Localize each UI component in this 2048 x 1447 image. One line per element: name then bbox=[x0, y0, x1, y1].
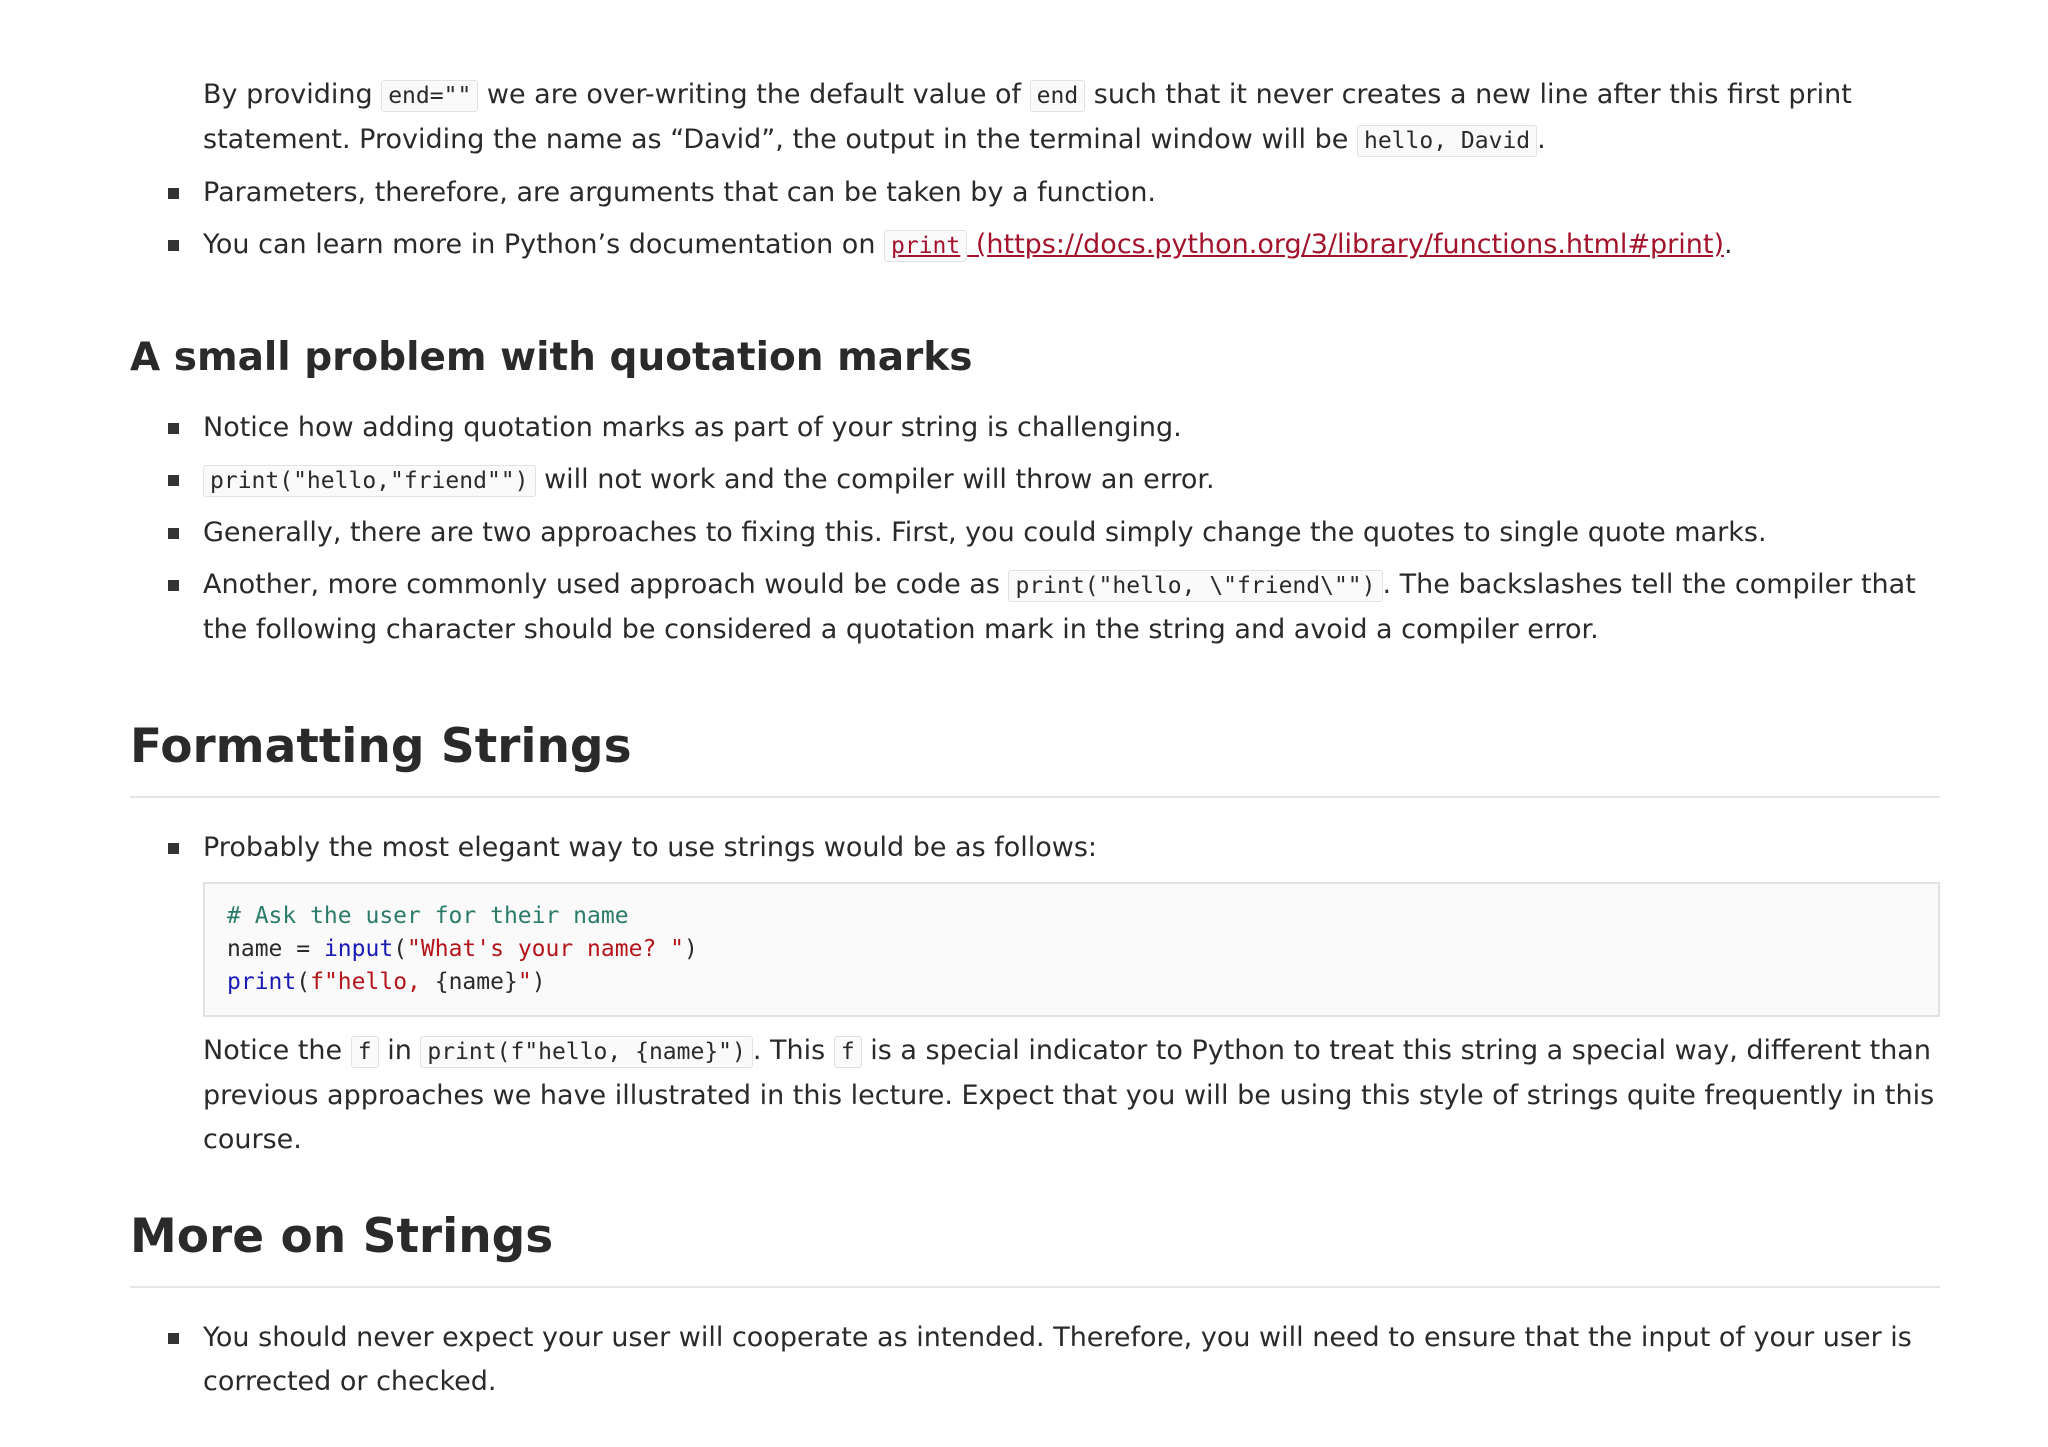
list-item bbox=[130, 511, 1940, 555]
list-item-text: . bbox=[1724, 229, 1733, 260]
inline-code: end bbox=[1030, 80, 1086, 112]
bullet-icon bbox=[168, 580, 179, 591]
inline-code: f bbox=[351, 1036, 379, 1068]
inline-code: print("hello,"friend"") bbox=[203, 465, 536, 497]
list-item bbox=[130, 826, 1940, 870]
list-item bbox=[130, 1316, 1940, 1404]
list-item bbox=[130, 171, 1940, 215]
list-item-text: Another, more commonly used approach would be code as bbox=[203, 569, 1009, 600]
text-span: we are over-writing the default value of bbox=[478, 79, 1030, 110]
inline-code: end="" bbox=[381, 80, 478, 112]
section-heading-more-on-strings: More on Strings bbox=[130, 1202, 1940, 1288]
list-item bbox=[130, 223, 1940, 268]
bullet-icon bbox=[168, 240, 179, 251]
lecture-content bbox=[130, 0, 1940, 1412]
inline-code: print bbox=[884, 230, 967, 262]
text-span: . This bbox=[752, 1035, 834, 1066]
code-block[interactable] bbox=[203, 882, 1940, 1017]
inline-code: print(f"hello, {name}") bbox=[420, 1036, 753, 1068]
code-token: {name} bbox=[434, 969, 518, 995]
inline-code: print("hello, \"friend\"") bbox=[1008, 570, 1382, 602]
code-token: ) bbox=[684, 936, 698, 962]
list-item-text: will not work and the compiler will throw an error. bbox=[535, 464, 1215, 495]
text-span: in bbox=[378, 1035, 421, 1066]
code-token: ) bbox=[531, 969, 546, 995]
intro-list bbox=[130, 171, 1940, 268]
code-string: "What's your name? " bbox=[407, 936, 684, 962]
text-span: such that it never creates a new line after this first print statement. Providing the name as “David”, the output in the terminal window will be bbox=[203, 79, 1852, 155]
code-token: ( bbox=[296, 969, 311, 995]
list-item-text: Generally, there are two approaches to fixing this. First, you could simply change the quotes to single quote marks. bbox=[203, 517, 1767, 548]
text-span: By providing bbox=[203, 79, 382, 110]
list-item bbox=[130, 563, 1940, 652]
python-docs-print-link[interactable] bbox=[884, 229, 1724, 260]
formatting-note-paragraph bbox=[203, 1029, 1940, 1162]
list-item-text: . The backslashes tell the compiler that the following character should be considered a quotation mark in the string and avoid a compiler error. bbox=[203, 569, 1916, 645]
section-more-on-strings bbox=[130, 1162, 1940, 1404]
quotes-list bbox=[130, 406, 1940, 652]
list-item-text: Notice how adding quotation marks as part of your string is challenging. bbox=[203, 412, 1182, 443]
section-heading-quotation-marks: A small problem with quotation marks bbox=[130, 335, 973, 380]
section-heading-formatting-strings: Formatting Strings bbox=[130, 712, 1940, 798]
code-builtin: input bbox=[323, 936, 394, 962]
list-item-text: Probably the most elegant way to use strings would be as follows: bbox=[203, 832, 1098, 863]
bullet-icon bbox=[168, 475, 179, 486]
link-url-text: (https://docs.python.org/3/library/functions.html#print) bbox=[967, 229, 1725, 260]
code-token: name = bbox=[227, 936, 324, 962]
list-item-text: You should never expect your user will cooperate as intended. Therefore, you will need to ensure that the input of your user is corrected or checked. bbox=[203, 1322, 1912, 1397]
bullet-icon bbox=[168, 528, 179, 539]
code-comment: # Ask the user for their name bbox=[227, 903, 629, 929]
bullet-icon bbox=[168, 1333, 179, 1344]
bullet-icon bbox=[168, 843, 179, 854]
list-item bbox=[130, 406, 1940, 450]
bullet-icon bbox=[168, 423, 179, 434]
code-builtin: print bbox=[227, 969, 297, 995]
list-item bbox=[130, 458, 1940, 503]
bullet-icon bbox=[168, 188, 179, 199]
list-item-text: Parameters, therefore, are arguments that can be taken by a function. bbox=[203, 177, 1157, 208]
text-span: . bbox=[1537, 124, 1546, 155]
code-string: " bbox=[517, 969, 532, 995]
text-span: is a special indicator to Python to treat this string a special way, different than previous approaches we have illustrated in this lecture. Expect that you will be using this style of strings quite frequently in this course. bbox=[203, 1035, 1935, 1155]
inline-code: hello, David bbox=[1357, 125, 1537, 157]
section-formatting-strings bbox=[130, 660, 1940, 1162]
more-list bbox=[130, 1316, 1940, 1404]
code-token: ( bbox=[393, 936, 408, 962]
text-span: Notice the bbox=[203, 1035, 351, 1066]
list-item-text: You can learn more in Python’s documentation on bbox=[203, 229, 885, 260]
inline-code: f bbox=[834, 1036, 862, 1068]
intro-paragraph bbox=[203, 0, 1940, 163]
code-string: f"hello, bbox=[310, 969, 435, 995]
formatting-list bbox=[130, 826, 1940, 870]
